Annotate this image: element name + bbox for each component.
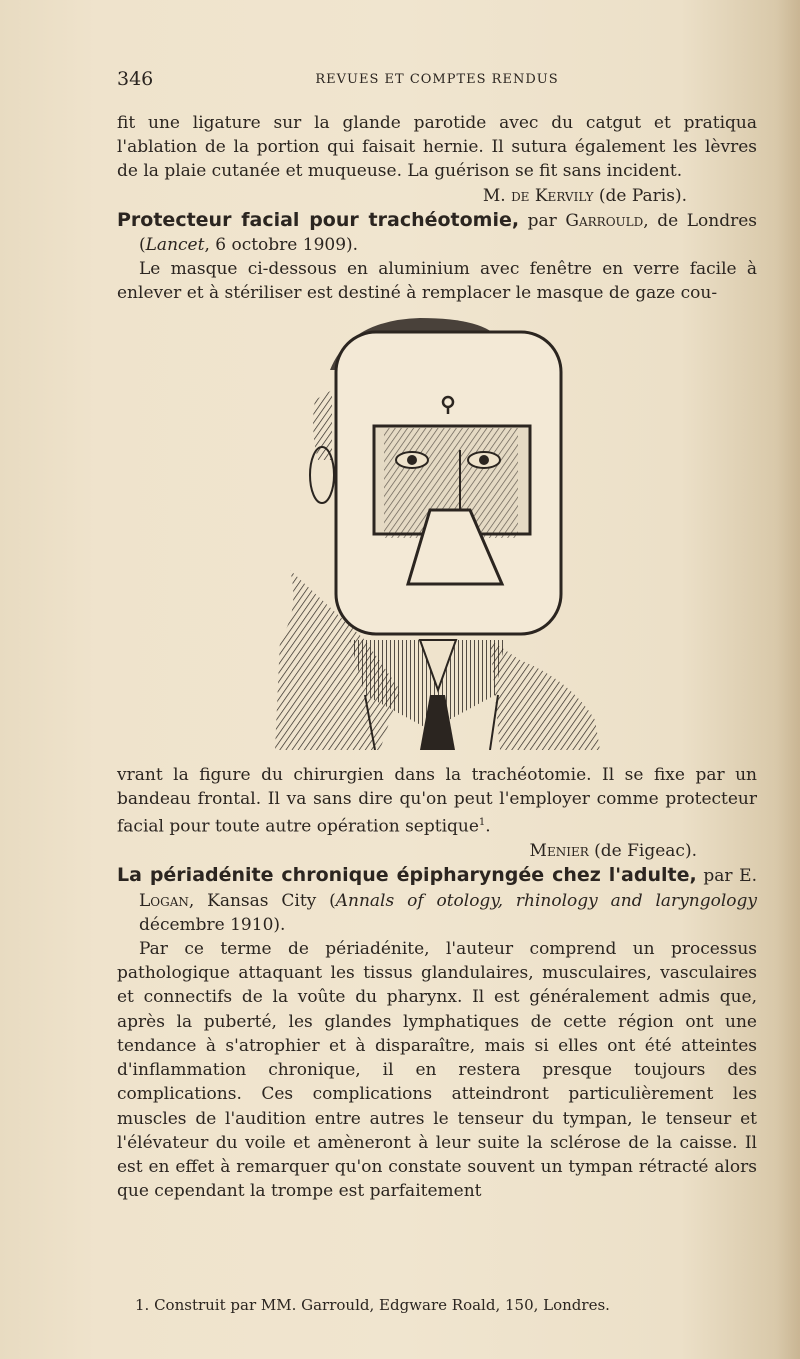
author-signature: M. de Kervily (de Paris).	[482, 185, 687, 206]
journal-name: Annals of otology, rhinology and laryngology	[335, 890, 757, 911]
page-header	[117, 68, 757, 96]
article-heading: Protecteur facial pour trachéotomie, par Garrould, de Londres (Lancet, 6 octobre 1909).	[117, 208, 758, 256]
footnote-ref: 1	[478, 817, 486, 829]
text-block-top	[117, 111, 757, 306]
footnote: 1. Construit par MM. Garrould, Edgware Roald, 150, Londres.	[135, 1296, 610, 1314]
article-heading: La périadénite chronique épipharyngée chez l'adulte, par E. Logan, Kansas City (Annals of otology, rhinology and laryngology décembre 1910).	[117, 864, 757, 935]
article-title: Protecteur facial pour trachéotomie,	[117, 208, 520, 231]
paragraph: vrant la figure du chirurgien dans la trachéotomie. Il se fixe par un bandeau frontal. Il va sans dire qu'on peut l'employer comme protecteur facial pour toute autre opération septique$^1$.	[117, 765, 757, 838]
text-block-bottom	[117, 763, 757, 1203]
author-signature: Menier (de Figeac).	[529, 841, 697, 862]
paragraph: Le masque ci-dessous en aluminium avec fenêtre en verre facile à enlever et à stériliser est destiné à remplacer le masque de gaze cou-	[117, 259, 757, 304]
article-title: La périadénite chronique épipharyngée chez l'adulte,	[117, 864, 697, 887]
paragraph: Par ce terme de périadénite, l'auteur comprend un processus pathologique attaquant les tissus glandulaires, musculaires, vasculaires et connectifs de la voûte du pharynx. Il est généralement admis que, après la puberté, les glandes lymphatiques de cette région ont une tendance à s'atrophier et à disparaître, mais si elles ont été atteintes d'inflammation chronique, il en restera presque toujours des complications. Ces complications atteindront particulièrement les muscles de l'audition entre autres le tenseur du tympan, le tenseur et l'élévateur du voile et amèneront à leur suite la sclérose de la caisse. Il est en effet à remarquer qu'on constate souvent un tympan rétracté alors que cependant la trompe est parfaitement	[117, 939, 757, 1202]
article-author: Garrould	[565, 210, 644, 231]
article-author: Logan	[139, 890, 189, 911]
journal-name: Lancet	[145, 235, 205, 256]
running-title: REVUES ET COMPTES RENDUS	[315, 72, 559, 87]
tracheotomy-mask-illustration	[270, 310, 600, 750]
paragraph: fit une ligature sur la glande parotide avec du catgut et pratiqua l'ablation de la portion qui faisait hernie. Il sutura également les lèvres de la plaie cutanée et muqueuse. La guérison se fit sans incident.	[117, 113, 757, 182]
page-number: 346	[117, 68, 154, 90]
